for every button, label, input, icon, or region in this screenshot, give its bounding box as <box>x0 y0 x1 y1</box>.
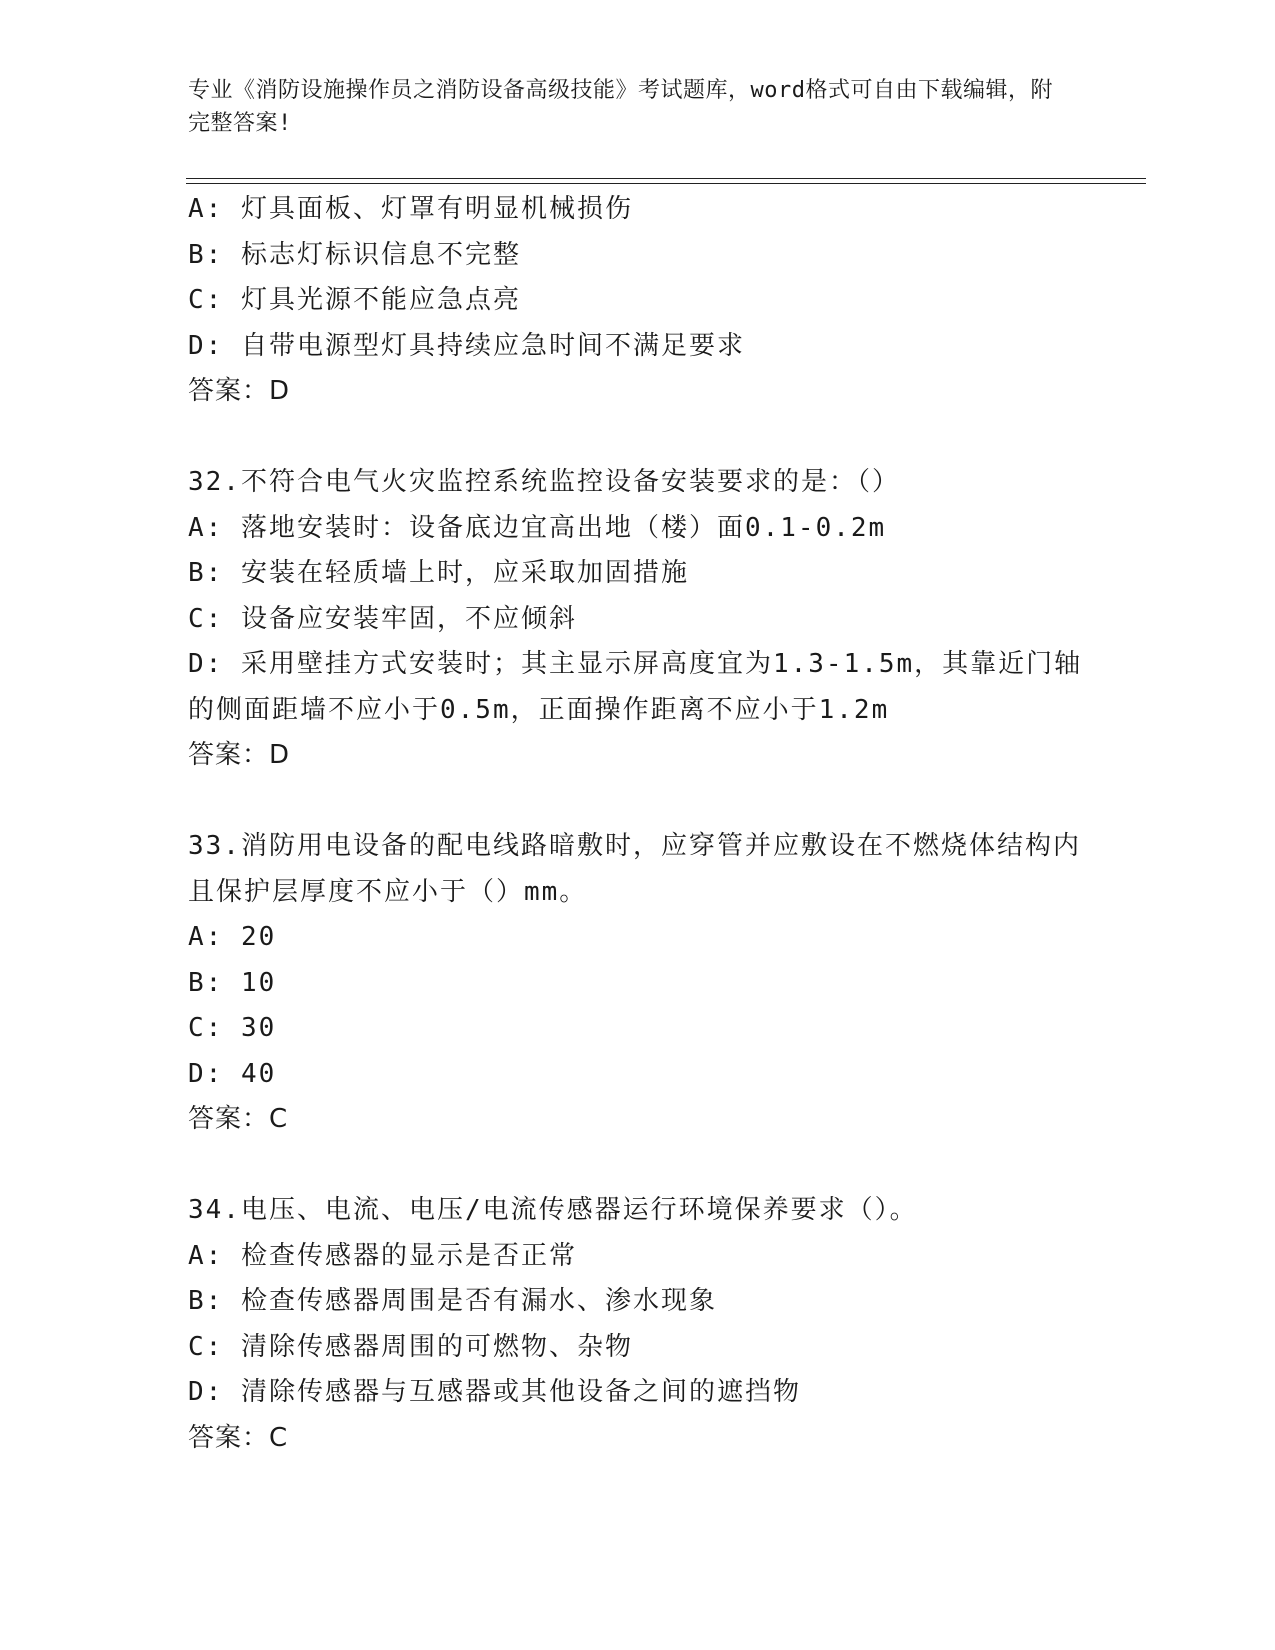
question-spacer <box>188 415 1088 461</box>
question-spacer <box>188 1143 1088 1189</box>
option-a: A: 灯具面板、灯罩有明显机械损伤 <box>188 194 633 224</box>
option-d: D: 40 <box>188 1058 277 1089</box>
option-a: A: 落地安装时：设备底边宜高出地（楼）面0.1-0.2m <box>188 512 887 543</box>
answer: 答案：D <box>188 740 291 770</box>
option-d: D: 采用壁挂方式安装时；其主显示屏高度宜为1.3-1.5m，其靠近门轴的侧面距墙不应小于0.5m，正面操作距离不应小于1.2m <box>188 649 1083 725</box>
question-stem: 34.电压、电流、电压/电流传感器运行环境保养要求（）。 <box>188 1195 918 1225</box>
option-b: B: 10 <box>188 967 277 998</box>
option-a: A: 20 <box>188 922 277 952</box>
document-header: 专业《消防设施操作员之消防设备高级技能》考试题库，word格式可自由下载编辑，附完整答案! <box>188 78 1053 136</box>
option-d: D: 清除传感器与互感器或其他设备之间的遮挡物 <box>188 1377 801 1407</box>
answer: 答案：D <box>188 376 291 406</box>
option-c: C: 清除传感器周围的可燃物、杂物 <box>188 1331 633 1362</box>
question-34 <box>188 1188 1088 1461</box>
option-c: C: 设备应安装牢固，不应倾斜 <box>188 603 577 634</box>
header-divider-bottom <box>186 183 1146 184</box>
option-a: A: 检查传感器的显示是否正常 <box>188 1240 577 1271</box>
question-list <box>188 187 1088 1461</box>
answer: 答案：C <box>188 1104 289 1134</box>
question-stem: 33.消防用电设备的配电线路暗敷时，应穿管并应敷设在不燃烧体结构内且保护层厚度不应小于（）mm。 <box>188 831 1081 907</box>
question-spacer <box>188 779 1088 825</box>
option-c: C: 灯具光源不能应急点亮 <box>188 285 521 315</box>
option-d: D: 自带电源型灯具持续应急时间不满足要求 <box>188 330 745 361</box>
question-33 <box>188 824 1088 1143</box>
option-b: B: 检查传感器周围是否有漏水、渗水现象 <box>188 1286 717 1316</box>
option-c: C: 30 <box>188 1013 277 1043</box>
answer: 答案：C <box>188 1422 289 1453</box>
question-32 <box>188 460 1088 779</box>
option-b: B: 安装在轻质墙上时，应采取加固措施 <box>188 558 689 588</box>
header-divider-top <box>186 178 1146 179</box>
question-31 <box>188 187 1088 415</box>
option-b: B: 标志灯标识信息不完整 <box>188 239 521 270</box>
question-stem: 32.不符合电气火灾监控系统监控设备安装要求的是：（） <box>188 467 900 497</box>
